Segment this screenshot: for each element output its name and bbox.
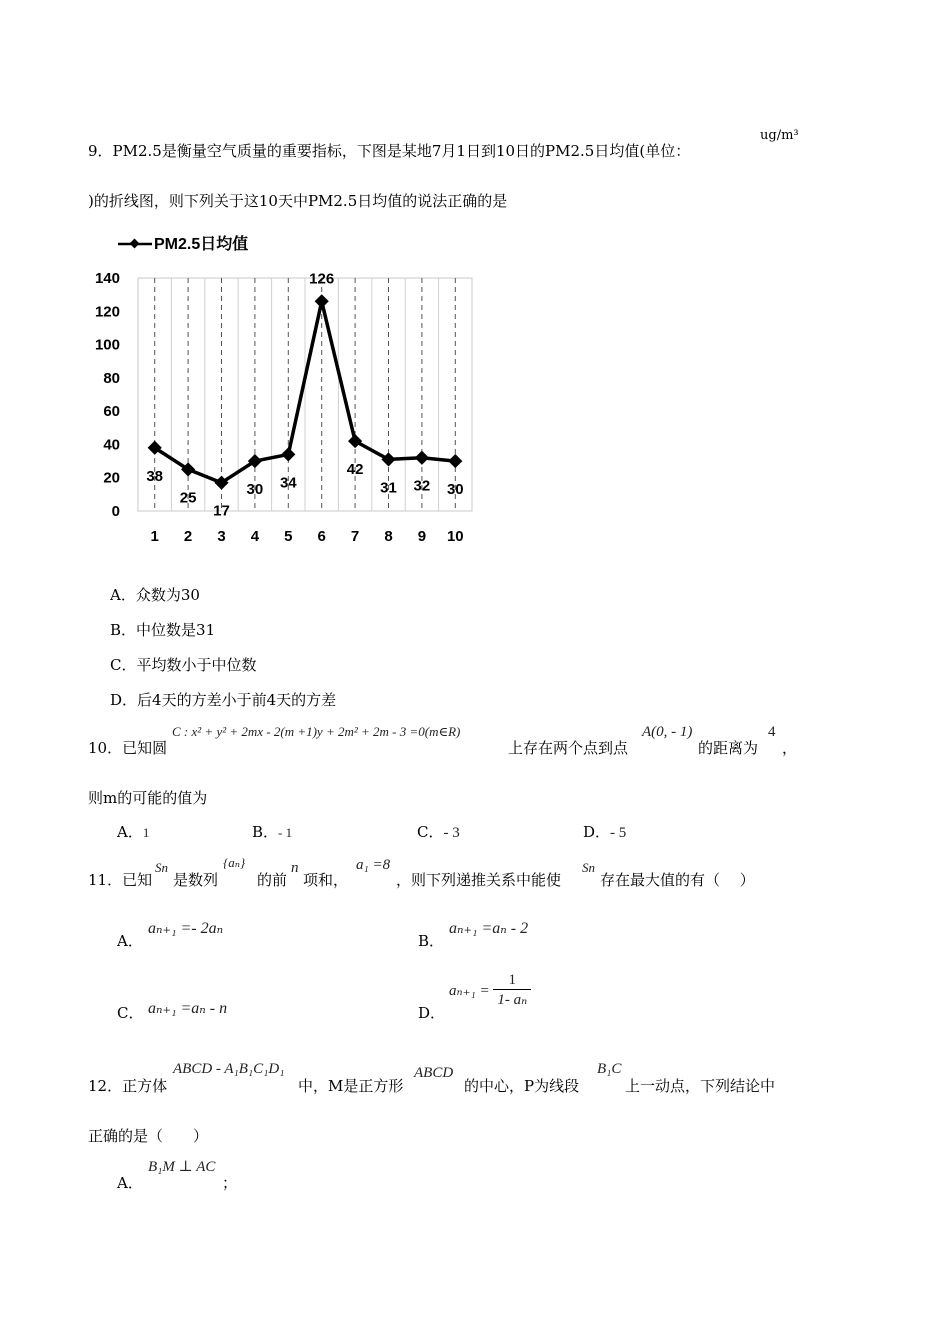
q10-option-b-value: - 1 [278, 825, 293, 840]
q12-text-2: 中，M是正方形 [298, 1077, 404, 1095]
q9-line1 [88, 140, 690, 161]
q10-option-d-value: - 5 [610, 825, 627, 841]
q12-option-a-value[interactable]: B₁M ⊥ AC [148, 1159, 216, 1175]
q11-option-b-label: B． [418, 932, 445, 950]
q11-option-d-denominator: 1- aₙ [497, 992, 528, 1008]
data-label: 30 [246, 481, 264, 499]
q11-text-5: ，则下列递推关系中能使 [396, 871, 562, 889]
q11-text-6: 存在最大值的有（ ） [600, 871, 755, 889]
y-tick-label: 40 [103, 436, 120, 454]
q10-option-a-label: A． [117, 823, 143, 841]
pm25-line-chart [94, 228, 500, 558]
q11-text-2: 是数列 [173, 871, 219, 889]
data-point-marker [315, 294, 329, 308]
q9-option-c[interactable]: C．平均数小于中位数 [110, 656, 257, 674]
q10-option-c-label: C． [417, 823, 444, 841]
q12-number: 12． [88, 1077, 123, 1095]
q10-option-a-value: 1 [142, 825, 150, 840]
y-tick-label: 0 [111, 503, 120, 520]
q12-cube: ABCD - A₁B₁C₁D₁ [173, 1061, 285, 1077]
q9-option-a[interactable]: A．众数为30 [110, 586, 200, 604]
x-tick-label: 6 [317, 528, 326, 545]
x-tick-label: 9 [417, 528, 427, 545]
q11-number: 11． [88, 871, 123, 889]
x-tick-label: 4 [250, 528, 260, 545]
q10-point: A(0, - 1) [642, 724, 693, 740]
data-point-marker [281, 447, 295, 461]
q11-a1: a₁ =8 [356, 857, 391, 873]
q11-text-1: 已知 [122, 871, 153, 889]
q11-n: n [291, 860, 299, 876]
q9-option-d[interactable]: D．后4天的方差小于前4天的方差 [110, 691, 337, 709]
q9-number: 9． [88, 142, 113, 160]
q10-text-2: 上存在两个点到点 [508, 739, 629, 757]
data-point-marker [415, 451, 429, 465]
q11-option-d-label: D． [418, 1004, 446, 1022]
data-label: 17 [213, 502, 230, 520]
q9-text-1: PM2.5是衡量空气质量的重要指标，下图是某地7月1日到10日的PM2.5日均值(单位： [112, 142, 691, 160]
q10-option-b-label: B． [252, 823, 279, 841]
q12-line2: 正确的是（ ） [88, 1127, 209, 1145]
x-tick-label: 1 [150, 528, 159, 545]
y-tick-label: 140 [94, 270, 120, 287]
q11-text-4: 项和， [303, 871, 349, 889]
q10-comma: ， [782, 739, 798, 757]
q10-option-d-label: D． [583, 823, 611, 841]
chart-legend [118, 234, 248, 253]
x-tick-label: 7 [350, 528, 360, 545]
q10-option-c[interactable] [417, 821, 460, 842]
q10-circle-equation: C : x² + y² + 2mx - 2(m +1)y + 2m² + 2m - 3 =0(m∈R) [172, 724, 461, 739]
q10-distance: 4 [768, 724, 776, 740]
q12-text-3: 的中心，P为线段 [464, 1077, 580, 1095]
q12-option-a-end: ； [222, 1174, 238, 1192]
y-tick-label: 80 [103, 369, 120, 387]
data-point-marker [448, 454, 462, 468]
q9-unit: ug/m³ [760, 128, 799, 143]
q10-option-a[interactable] [117, 821, 149, 842]
data-label: 25 [179, 489, 197, 507]
q11-option-a[interactable] [117, 930, 143, 951]
q10-line2: 则m的可能的值为 [88, 789, 208, 807]
chart-svg [94, 228, 500, 558]
q11-an-set: {aₙ} [223, 855, 246, 870]
data-label: 34 [279, 474, 297, 492]
q11-line1 [88, 869, 152, 890]
y-axis-ticks [95, 270, 120, 520]
q11-option-c-label: C． [117, 1004, 144, 1022]
q11-option-d-value[interactable] [449, 972, 531, 1009]
y-tick-label: 100 [94, 336, 120, 354]
data-label: 30 [446, 481, 464, 499]
legend-marker [130, 239, 140, 249]
q10-option-c-value: - 3 [443, 825, 460, 841]
q12-text-4: 上一动点，下列结论中 [625, 1077, 776, 1095]
q11-option-c-value[interactable]: aₙ₊₁ =aₙ - n [148, 1000, 228, 1017]
y-tick-label: 20 [103, 469, 120, 487]
x-tick-label: 3 [217, 528, 226, 545]
q11-sn: Sn [155, 860, 168, 875]
q11-sn-2: Sn [582, 860, 595, 875]
data-point-marker [381, 452, 395, 466]
q12-option-a-label: A． [117, 1174, 143, 1192]
x-tick-label: 5 [284, 528, 293, 545]
q9-option-b[interactable]: B．中位数是31 [110, 621, 216, 639]
data-label: 32 [413, 477, 431, 495]
q11-option-d-lhs: aₙ₊₁ = [449, 983, 490, 999]
data-label: 126 [309, 270, 335, 288]
y-tick-label: 60 [103, 403, 120, 421]
q10-option-d[interactable] [583, 821, 626, 842]
x-tick-label: 10 [446, 528, 464, 545]
q10-line1-a [88, 737, 167, 758]
x-tick-label: 2 [183, 528, 193, 545]
x-axis-ticks [151, 528, 464, 545]
legend-label: PM2.5日均值 [154, 236, 249, 253]
q10-number: 10． [88, 739, 123, 757]
data-label: 38 [146, 467, 164, 485]
q11-option-a-value[interactable]: aₙ₊₁ =- 2aₙ [148, 920, 224, 937]
data-point-marker [348, 434, 362, 448]
q12-option-a[interactable] [117, 1172, 143, 1193]
q10-text-1: 已知圆 [122, 739, 168, 757]
data-label: 42 [346, 461, 364, 479]
q11-option-b-value[interactable]: aₙ₊₁ =aₙ - 2 [449, 920, 529, 937]
q11-text-3: 的前 [257, 871, 288, 889]
y-tick-label: 120 [94, 303, 120, 321]
x-tick-label: 8 [384, 528, 393, 545]
q11-option-a-label: A． [117, 932, 143, 950]
q12-line1 [88, 1075, 167, 1096]
q11-option-b[interactable] [418, 930, 444, 951]
q11-option-d-fraction [493, 972, 531, 1009]
q11-option-c[interactable] [117, 1002, 143, 1023]
q12-text-1: 正方体 [122, 1077, 168, 1095]
q12-segment: B₁C [597, 1061, 622, 1077]
q9-line2: )的折线图，则下列关于这10天中PM2.5日均值的说法正确的是 [88, 192, 508, 210]
data-label: 31 [380, 479, 397, 497]
q10-text-3: 的距离为 [698, 739, 759, 757]
q11-option-d[interactable] [418, 1002, 445, 1023]
q12-square: ABCD [414, 1065, 454, 1081]
q11-option-d-numerator: 1 [493, 972, 531, 990]
q10-option-b[interactable] [252, 821, 292, 842]
